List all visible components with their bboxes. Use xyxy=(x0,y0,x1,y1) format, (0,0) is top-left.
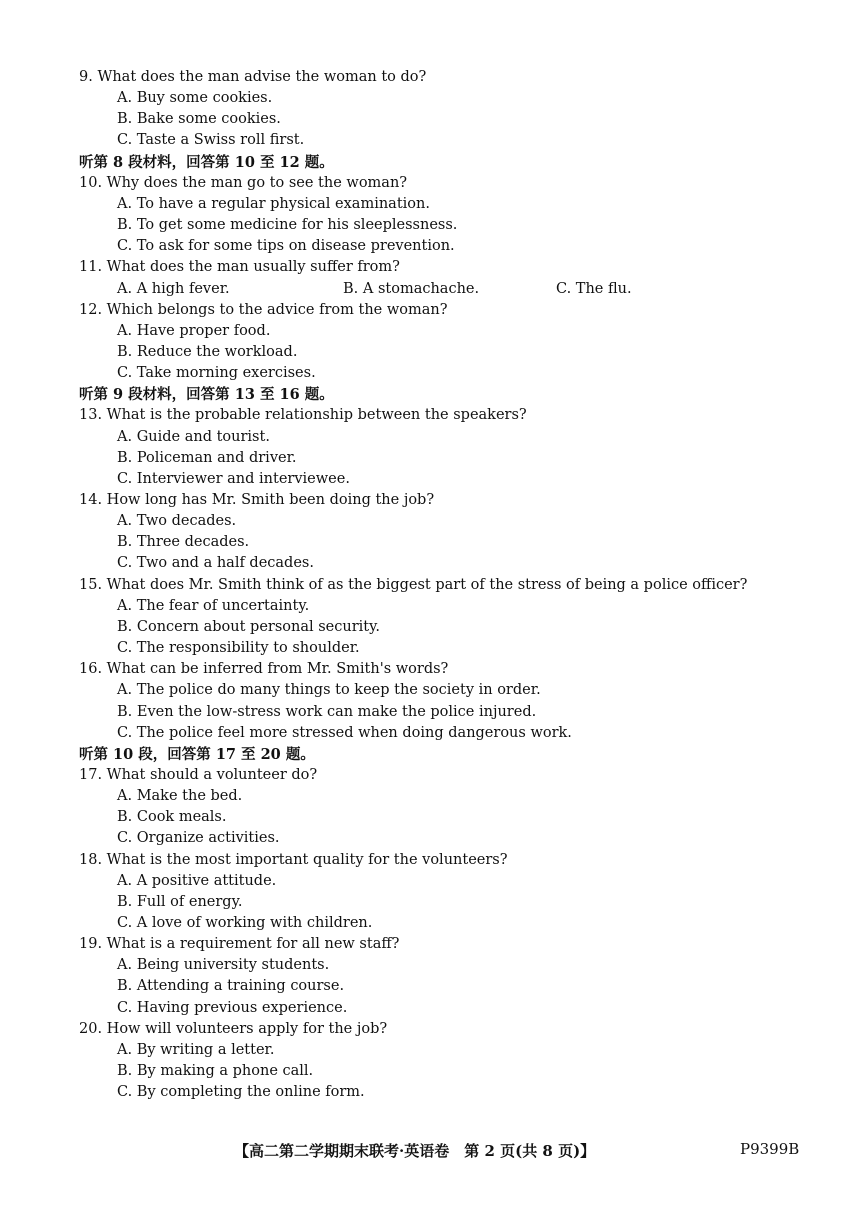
answer-option: C. Taste a Swiss roll first. xyxy=(117,132,305,149)
answer-option: A. The fear of uncertainty. xyxy=(117,597,310,614)
answer-option: B. Cook meals. xyxy=(117,809,227,826)
question-stem: 11. What does the man usually suffer from? xyxy=(79,259,400,276)
answer-option: C. The flu. xyxy=(556,280,632,297)
question-stem: 12. Which belongs to the advice from the woman? xyxy=(79,301,448,318)
answer-option: A. Guide and tourist. xyxy=(117,428,270,445)
answer-option: C. Having previous experience. xyxy=(117,999,348,1016)
answer-option: A. Make the bed. xyxy=(117,788,243,805)
paper-code: P9399B xyxy=(740,1140,800,1158)
answer-option: A. Buy some cookies. xyxy=(117,90,273,107)
question-stem: 16. What can be inferred from Mr. Smith's words? xyxy=(79,661,449,678)
answer-option: C. The responsibility to shoulder. xyxy=(117,640,360,657)
section-instruction: 听第 10 段，回答第 17 至 20 题。 xyxy=(79,745,315,763)
answer-option: C. Interviewer and interviewee. xyxy=(117,470,350,487)
answer-option: A. A positive attitude. xyxy=(117,872,277,889)
section-instruction: 听第 9 段材料，回答第 13 至 16 题。 xyxy=(79,386,334,404)
answer-option: B. A stomachache. xyxy=(343,280,480,297)
answer-option: B. By making a phone call. xyxy=(117,1063,314,1080)
answer-option: B. Even the low-stress work can make the police injured. xyxy=(117,703,537,720)
answer-option: B. To get some medicine for his sleeplessness. xyxy=(117,217,458,234)
answer-option: B. Policeman and driver. xyxy=(117,449,297,466)
question-stem: 19. What is a requirement for all new staff? xyxy=(79,936,400,953)
answer-option: C. Two and a half decades. xyxy=(117,555,314,572)
answer-option: C. Take morning exercises. xyxy=(117,365,316,382)
answer-option: C. Organize activities. xyxy=(117,830,280,847)
answer-option: A. Being university students. xyxy=(117,957,330,974)
answer-option: A. By writing a letter. xyxy=(117,1041,275,1058)
question-stem: 17. What should a volunteer do? xyxy=(79,766,318,783)
page-footer: 【高二第二学期期末联考·英语卷 第 2 页(共 8 页)】 xyxy=(234,1142,596,1160)
question-stem: 15. What does Mr. Smith think of as the biggest part of the stress of being a police officer? xyxy=(79,576,748,593)
answer-option: A. Two decades. xyxy=(117,513,237,530)
answer-option: B. Reduce the workload. xyxy=(117,343,298,360)
answer-option: B. Attending a training course. xyxy=(117,978,345,995)
question-stem: 10. Why does the man go to see the woman? xyxy=(79,174,408,191)
question-stem: 20. How will volunteers apply for the job? xyxy=(79,1020,388,1037)
question-stem: 14. How long has Mr. Smith been doing the job? xyxy=(79,492,435,508)
answer-option: A. To have a regular physical examination. xyxy=(117,195,430,212)
answer-option: C. By completing the online form. xyxy=(117,1084,365,1101)
answer-option: B. Concern about personal security. xyxy=(117,618,380,635)
answer-option: C. The police feel more stressed when doing dangerous work. xyxy=(117,724,572,741)
answer-option: A. A high fever. xyxy=(117,280,230,297)
answer-option: B. Bake some cookies. xyxy=(117,111,281,128)
question-stem: 13. What is the probable relationship between the speakers? xyxy=(79,407,527,424)
section-instruction: 听第 8 段材料，回答第 10 至 12 题。 xyxy=(79,153,334,171)
answer-option: C. To ask for some tips on disease prevention. xyxy=(117,238,455,255)
answer-option: B. Full of energy. xyxy=(117,893,243,910)
answer-option: C. A love of working with children. xyxy=(117,915,373,931)
question-stem: 18. What is the most important quality for the volunteers? xyxy=(79,851,508,868)
answer-option: B. Three decades. xyxy=(117,534,250,551)
answer-option: A. The police do many things to keep the society in order. xyxy=(117,682,541,699)
answer-option: A. Have proper food. xyxy=(117,322,271,339)
question-stem: 9. What does the man advise the woman to do? xyxy=(79,69,427,85)
